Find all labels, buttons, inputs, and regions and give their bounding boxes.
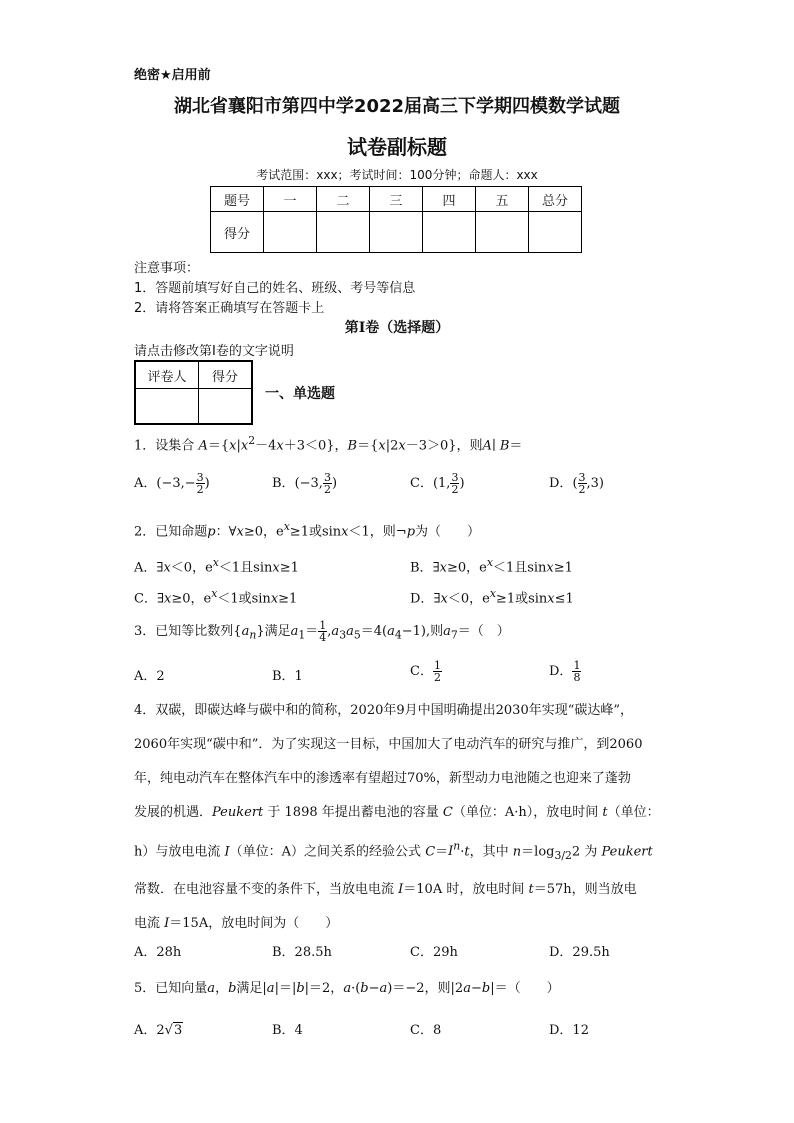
- score-col-3: 三: [370, 187, 423, 212]
- score-col-1: 一: [264, 187, 317, 212]
- q3-option-c[interactable]: C． $\frac{1}{2}$: [410, 659, 441, 684]
- score-value-row: [211, 212, 582, 253]
- question-2: 2．已知命题p：∀x≥0，$e^x\ge 1$或sinx＜1，则¬p为（ ）: [134, 520, 481, 540]
- q4-option-a[interactable]: A．28h: [134, 945, 182, 960]
- q1-option-c[interactable]: C．(1, $\frac{3}{2}$ ): [410, 471, 465, 496]
- score-cell: [317, 212, 370, 253]
- q5-option-a[interactable]: A．2√3: [134, 1023, 183, 1038]
- grader-cell: [199, 389, 253, 425]
- secret-label: 绝密★启用前: [134, 68, 211, 83]
- grader-label: 评卷人: [135, 361, 199, 389]
- score-col-5: 五: [476, 187, 529, 212]
- score-cell: [423, 212, 476, 253]
- q4-option-c[interactable]: C．29h: [410, 945, 458, 960]
- question-5: 5．已知向量a，b满足|a|＝|b|＝2，a·(b−a)＝−2，则|2a−b|＝（ ）: [134, 981, 560, 996]
- score-col-4: 四: [423, 187, 476, 212]
- note-item-1: 1．答题前填写好自己的姓名、班级、考号等信息: [134, 281, 416, 296]
- q2-option-b[interactable]: B．∃x≥0，$e^x<1$且sinx≥1: [410, 556, 573, 576]
- score-value-label: 得分: [211, 212, 264, 253]
- q5-option-d[interactable]: D．12: [549, 1023, 589, 1038]
- question-3: 3．已知等比数列$\{a_n\}$满足$a_1=$ $\frac{1}{4}$ $,a_3a_5=4(a_4-1)$,则$a_7=$（ ）: [134, 619, 510, 644]
- page-subtitle: 试卷副标题: [347, 135, 447, 159]
- score-row-label: 题号: [211, 187, 264, 212]
- score-cell: [370, 212, 423, 253]
- q5-option-c[interactable]: C．8: [410, 1023, 442, 1038]
- q2-option-a[interactable]: A．∃x＜0，$e^x<1$且sinx≥1: [134, 556, 299, 576]
- part1-hint: 请点击修改第I卷的文字说明: [134, 344, 294, 359]
- q4-option-b[interactable]: B．28.5h: [272, 945, 332, 960]
- question-4: 4．双碳，即碳达峰与碳中和的简称，2020年9月中国明确提出2030年实现“碳达峰”， 2060年实现“碳中和”．为了实现这一目标，中国加大了电动汽车的研究与推广，到2060 年，纯电动汽车在整体汽车中的渗透率有望超过70%，新型动力电池随之也迎来了蓬勃 发展的机遇．Peukert 于 1898 年提出蓄电池的容量 C（单位：A·h），放电时间 t（单位： h）与放电电流 I（单位：A）之间关系的经验公式 $C=I^n\cdot t$，其中 $n=\log_{3/2}2$ 为 Peukert 常数．在电池容量不变的条件下，当放电电流 I＝10A 时，放电时间 t＝57h，则当放电 电流 I＝15A，放电时间为（ ）: [134, 703, 660, 931]
- q1-option-b[interactable]: B．(−3, $\frac{3}{2}$ ): [272, 471, 338, 496]
- score-cell: [529, 212, 582, 253]
- q1-number: 1．: [134, 438, 156, 454]
- exam-meta: 考试范围：xxx；考试时间：100分钟；命题人：xxx: [256, 168, 538, 182]
- grader-value-row: [135, 389, 252, 425]
- score-cell: [476, 212, 529, 253]
- page-title: 湖北省襄阳市第四中学2022届高三下学期四模数学试题: [173, 96, 621, 117]
- q1-stem: 设集合: [155, 438, 195, 454]
- grader-cell: [135, 389, 199, 425]
- grader-header-row: [135, 361, 252, 389]
- part1-title: 第I卷（选择题）: [344, 320, 450, 336]
- q5-option-b[interactable]: B．4: [272, 1023, 303, 1038]
- question-1: 1．设集合 $A=\{x|x^2-4x+3<0\}$，B＝{x|2x－3＞0}，则A∣ B＝: [134, 434, 523, 454]
- notes-title: 注意事项：: [134, 261, 200, 276]
- score-table: [210, 186, 582, 253]
- q2-option-c[interactable]: C．∃x≥0，$e^x<1$或sinx≥1: [134, 587, 298, 607]
- score-header-row: [211, 187, 582, 212]
- q1-option-a[interactable]: A．(−3,− $\frac{3}{2}$ ): [134, 471, 210, 496]
- q3-option-a[interactable]: A．2: [134, 669, 165, 684]
- score-cell: [264, 212, 317, 253]
- q2-option-d[interactable]: D．∃x＜0，$e^x\ge 1$或sinx≤1: [410, 587, 574, 607]
- score-col-total: 总分: [529, 187, 582, 212]
- section-title: 一、单选题: [265, 386, 335, 402]
- score-col-2: 二: [317, 187, 370, 212]
- q3-option-d[interactable]: D． $\frac{1}{8}$: [549, 659, 581, 684]
- grader-score-label: 得分: [199, 361, 253, 389]
- q3-option-b[interactable]: B．1: [272, 669, 303, 684]
- grader-table: [134, 360, 253, 425]
- note-item-2: 2．请将答案正确填写在答题卡上: [134, 301, 325, 316]
- q4-option-d[interactable]: D．29.5h: [549, 945, 610, 960]
- q1-option-d[interactable]: D．( $\frac{3}{2}$ ,3): [549, 471, 604, 496]
